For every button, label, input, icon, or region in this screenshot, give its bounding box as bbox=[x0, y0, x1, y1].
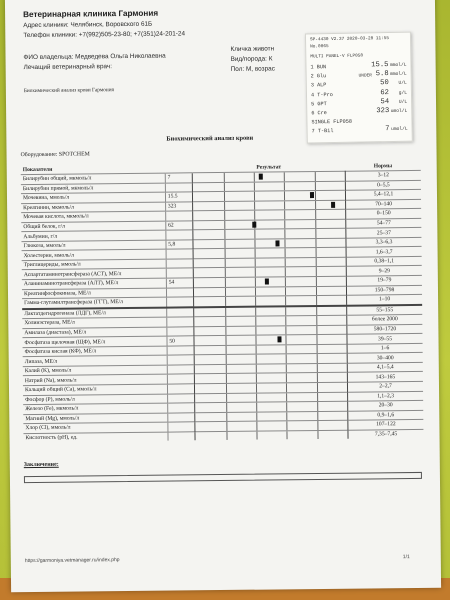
grid-line bbox=[285, 230, 286, 239]
param-norm: 1–10 bbox=[347, 295, 423, 306]
grid-line bbox=[223, 173, 224, 182]
param-value bbox=[167, 327, 194, 337]
receipt-unit: U/L bbox=[398, 99, 408, 105]
grid-line bbox=[284, 201, 285, 210]
grid-line bbox=[316, 316, 317, 325]
grid-line bbox=[224, 268, 225, 277]
grid-line bbox=[287, 431, 288, 440]
grid-line bbox=[225, 297, 226, 306]
grid-line bbox=[255, 326, 256, 335]
biochem-table bbox=[21, 162, 424, 442]
param-name: Аспартатаминотрансфераза (АСТ), МЕ/л bbox=[22, 269, 166, 280]
param-norm: 7,35–7,45 bbox=[348, 429, 424, 439]
pet-sex: Пол: М, возрас bbox=[230, 65, 275, 73]
param-value bbox=[166, 297, 193, 307]
param-value bbox=[167, 384, 194, 394]
grid-line bbox=[284, 191, 285, 200]
param-norm: 54–77 bbox=[346, 218, 422, 228]
grid-line bbox=[225, 327, 226, 336]
param-name: Натрий (Na), ммоль/л bbox=[23, 375, 167, 386]
param-name: Хлор (Cl), ммоль/л bbox=[23, 422, 167, 433]
grid-line bbox=[285, 287, 286, 296]
grid-line bbox=[286, 393, 287, 402]
param-value bbox=[168, 432, 195, 441]
param-name: Триглицериды, ммоль/л bbox=[22, 259, 166, 270]
grid-line bbox=[317, 393, 318, 402]
param-value bbox=[167, 393, 194, 403]
grid-line bbox=[255, 287, 256, 296]
param-value: 7 bbox=[165, 173, 192, 183]
conclusion-label: Заключение: bbox=[23, 461, 59, 469]
grid-line bbox=[225, 355, 226, 364]
param-value bbox=[167, 355, 194, 365]
grid-line bbox=[224, 240, 225, 249]
clinic-phone: Телефон клиники: +7(992)505-23-80; +7(351)24-201-24 bbox=[23, 30, 186, 40]
grid-line bbox=[226, 413, 227, 422]
pet-name: Кличка животн bbox=[230, 45, 275, 53]
receipt-param: 6 Cre bbox=[311, 110, 327, 117]
grid-line bbox=[255, 317, 256, 326]
grid-line bbox=[255, 278, 256, 287]
grid-line bbox=[256, 355, 257, 364]
param-name: Фосфор (P), ммоль/л bbox=[23, 394, 167, 405]
grid-line bbox=[224, 221, 225, 230]
grid-line bbox=[316, 307, 317, 316]
grid-line bbox=[256, 374, 257, 383]
grid-line bbox=[255, 268, 256, 277]
grid-line bbox=[314, 172, 315, 181]
param-value bbox=[167, 374, 194, 384]
grid-line bbox=[286, 336, 287, 345]
param-name: Холинэстераза, МЕ/л bbox=[22, 317, 166, 328]
param-norm: 5,4–12,1 bbox=[345, 190, 421, 200]
receipt-row bbox=[311, 118, 407, 126]
result-marker bbox=[275, 240, 279, 246]
receipt-unit: umol/L bbox=[390, 108, 408, 115]
col-norm: Нормы bbox=[373, 163, 393, 170]
grid-line bbox=[315, 201, 316, 210]
param-name: Кислотность (pH), ед. bbox=[23, 432, 167, 443]
param-value bbox=[166, 259, 193, 269]
param-norm: 580–1720 bbox=[347, 324, 423, 334]
grid-line bbox=[285, 249, 286, 258]
receipt-value: 50 bbox=[380, 79, 389, 88]
receipt-row bbox=[311, 107, 408, 117]
conclusion-field bbox=[24, 472, 422, 483]
grid-line bbox=[316, 374, 317, 383]
param-norm: 107–122 bbox=[348, 420, 424, 430]
grid-line bbox=[285, 258, 286, 267]
grid-line bbox=[315, 277, 316, 286]
grid-line bbox=[226, 432, 227, 441]
param-name: Билирубин прямой, мкмоль/л bbox=[21, 183, 165, 194]
param-name: Фосфатаза щелочная (ЩФ), МЕ/л bbox=[22, 336, 166, 347]
grid-line bbox=[285, 220, 286, 229]
grid-line bbox=[255, 259, 256, 268]
grid-line bbox=[286, 364, 287, 373]
grid-line bbox=[255, 346, 256, 355]
grid-line bbox=[316, 326, 317, 335]
result-bar bbox=[195, 430, 348, 441]
grid-line bbox=[256, 403, 257, 412]
grid-line bbox=[315, 220, 316, 229]
param-value: 5,8 bbox=[166, 240, 193, 250]
grid-line bbox=[224, 230, 225, 239]
param-name: Калий (K), ммоль/л bbox=[23, 365, 167, 376]
receipt-param: SINGLE FLP058 bbox=[311, 118, 353, 126]
grid-line bbox=[285, 277, 286, 286]
param-name: Фосфатаза кислая (КФ), МЕ/л bbox=[23, 346, 167, 357]
grid-line bbox=[254, 211, 255, 220]
grid-line bbox=[225, 346, 226, 355]
param-norm: 1–6 bbox=[347, 343, 423, 353]
grid-line bbox=[254, 192, 255, 201]
pet-breed: Вид/порода: К bbox=[230, 55, 273, 63]
grid-line bbox=[286, 355, 287, 364]
param-value: 15.5 bbox=[165, 192, 192, 202]
param-name: Железо (Fe), мкмоль/л bbox=[23, 403, 167, 414]
grid-line bbox=[286, 317, 287, 326]
grid-line bbox=[284, 172, 285, 181]
param-value bbox=[165, 182, 192, 192]
param-name: Билирубин общий, мкмоль/л bbox=[21, 173, 165, 184]
param-value bbox=[167, 403, 194, 413]
receipt-param: 4 T-Pro bbox=[310, 91, 333, 98]
grid-line bbox=[315, 229, 316, 238]
report-subtitle: Биохимический анализ крови Гармония bbox=[23, 87, 115, 95]
receipt-param: 3 ALP bbox=[310, 82, 327, 89]
result-marker bbox=[331, 201, 335, 207]
owner-name: ФИО владельца: Медведева Ольга Николаевна bbox=[23, 52, 166, 62]
grid-line bbox=[224, 288, 225, 297]
grid-line bbox=[223, 183, 224, 192]
grid-line bbox=[256, 412, 257, 421]
grid-line bbox=[225, 384, 226, 393]
grid-line bbox=[285, 239, 286, 248]
param-value bbox=[166, 249, 193, 259]
grid-line bbox=[286, 383, 287, 392]
param-name: Холестерин, ммоль/л bbox=[22, 249, 166, 260]
grid-line bbox=[256, 393, 257, 402]
param-value: 323 bbox=[165, 201, 192, 211]
grid-line bbox=[256, 431, 257, 440]
param-name: Общий белок, г/л bbox=[21, 221, 165, 232]
clinic-address: Адрес клиники: Челябинск, Воровского 61Б bbox=[23, 20, 153, 30]
grid-line bbox=[285, 307, 286, 316]
receipt-unit: mmol/L bbox=[390, 71, 407, 78]
report-title: Биохимический анализ крови bbox=[166, 134, 254, 143]
receipt-param: 2 Glu bbox=[310, 73, 327, 80]
param-value bbox=[166, 230, 193, 240]
grid-line bbox=[286, 402, 287, 411]
grid-line bbox=[315, 239, 316, 248]
grid-line bbox=[315, 258, 316, 267]
grid-line bbox=[224, 259, 225, 268]
receipt-value: 54 bbox=[380, 97, 390, 106]
grid-line bbox=[285, 268, 286, 277]
receipt-row bbox=[310, 61, 407, 71]
page-number: 1/1 bbox=[402, 554, 410, 561]
grid-line bbox=[224, 249, 225, 258]
param-value: 62 bbox=[166, 221, 193, 231]
param-value bbox=[165, 211, 192, 221]
grid-line bbox=[254, 201, 255, 210]
receipt-row bbox=[311, 97, 408, 108]
receipt-row bbox=[310, 79, 407, 89]
grid-line bbox=[256, 384, 257, 393]
receipt-unit: U/L bbox=[398, 81, 407, 87]
result-marker bbox=[278, 337, 282, 343]
param-norm: 0–150 bbox=[346, 209, 422, 219]
param-norm: 0,38–1,1 bbox=[346, 256, 422, 266]
grid-line bbox=[315, 267, 316, 276]
grid-line bbox=[316, 364, 317, 373]
param-name: Кальций общий (Ca), ммоль/л bbox=[23, 384, 167, 395]
param-value bbox=[167, 365, 194, 375]
param-value bbox=[167, 317, 194, 327]
grid-line bbox=[225, 374, 226, 383]
grid-line bbox=[284, 211, 285, 220]
receipt-row bbox=[311, 125, 408, 135]
receipt-param: 1 BUN bbox=[310, 64, 327, 71]
receipt-line3: MULTI PANEL-V FLP058 bbox=[310, 53, 364, 60]
param-name: Амилаза (диастаза), МЕ/л bbox=[22, 327, 166, 338]
grid-line bbox=[225, 365, 226, 374]
receipt-note: UNDER bbox=[358, 73, 372, 79]
grid-line bbox=[223, 192, 224, 201]
vet-name: Лечащий ветеринарный врач: bbox=[23, 63, 113, 72]
param-norm: 9–29 bbox=[346, 266, 422, 276]
grid-line bbox=[254, 173, 255, 182]
param-name: Лактатдегидрогеназа (ЛДГ), МЕ/л bbox=[22, 307, 166, 319]
grid-line bbox=[255, 336, 256, 345]
param-norm: 30–400 bbox=[347, 353, 423, 363]
clinic-name: Ветеринарная клиника Гармония bbox=[23, 8, 159, 20]
receipt-unit: umol/L bbox=[391, 127, 408, 133]
grid-line bbox=[225, 336, 226, 345]
param-norm: 1,6–3,7 bbox=[346, 247, 422, 257]
param-value bbox=[166, 307, 193, 317]
grid-line bbox=[224, 202, 225, 211]
param-norm: 39–55 bbox=[347, 334, 423, 344]
param-norm: 55–155 bbox=[347, 305, 423, 316]
param-norm: 25–37 bbox=[346, 228, 422, 238]
param-norm: 143–165 bbox=[347, 372, 423, 382]
param-name: Креатинин, мкмоль/л bbox=[21, 202, 165, 213]
param-norm: 1,1–2,3 bbox=[348, 391, 424, 401]
grid-line bbox=[256, 422, 257, 431]
grid-line bbox=[284, 182, 285, 191]
param-norm: 0,9–1,6 bbox=[348, 410, 424, 420]
param-norm: 4,1–5,4 bbox=[347, 362, 423, 372]
grid-line bbox=[287, 412, 288, 421]
analyzer-receipt bbox=[305, 32, 413, 144]
param-name: Гамма-глутамилтрансфераза (ГГТ), МЕ/л bbox=[22, 297, 166, 309]
receipt-value: 62 bbox=[380, 88, 390, 97]
param-norm: 70–140 bbox=[346, 199, 422, 209]
receipt-row bbox=[310, 88, 408, 98]
receipt-unit: g/L bbox=[398, 90, 408, 96]
param-value: 50 bbox=[167, 336, 194, 346]
param-name: Липаза, МЕ/л bbox=[23, 355, 167, 366]
param-norm: 3,3–6,3 bbox=[346, 237, 422, 247]
grid-line bbox=[316, 335, 317, 344]
grid-line bbox=[316, 345, 317, 354]
param-value bbox=[167, 346, 194, 356]
receipt-value: 5.8 bbox=[375, 70, 389, 79]
grid-line bbox=[226, 422, 227, 431]
col-value bbox=[165, 164, 192, 173]
param-name: Мочевина, ммоль/л bbox=[21, 192, 165, 203]
result-marker bbox=[259, 174, 263, 180]
param-norm: 2–2,7 bbox=[347, 381, 423, 391]
grid-line bbox=[225, 317, 226, 326]
param-norm: 20–30 bbox=[348, 401, 424, 411]
param-value bbox=[166, 287, 193, 297]
grid-line bbox=[226, 394, 227, 403]
grid-line bbox=[316, 354, 317, 363]
grid-line bbox=[317, 412, 318, 421]
param-norm: 150–798 bbox=[346, 285, 422, 295]
grid-line bbox=[317, 421, 318, 430]
param-value: 54 bbox=[166, 278, 193, 288]
receipt-line1: SP-4430 V2.37 2020-03-28 11:55 bbox=[309, 36, 390, 43]
col-result: Результат bbox=[256, 164, 282, 171]
grid-line bbox=[317, 383, 318, 392]
param-value bbox=[168, 422, 195, 432]
param-name: Аланинаминотрансфераза (АЛТ), МЕ/л bbox=[22, 278, 166, 289]
receipt-value: 7 bbox=[385, 125, 390, 134]
param-value bbox=[166, 268, 193, 278]
receipt-param: 5 GPT bbox=[311, 100, 327, 108]
grid-line bbox=[315, 248, 316, 257]
param-value bbox=[168, 412, 195, 422]
grid-line bbox=[315, 191, 316, 200]
grid-line bbox=[255, 297, 256, 306]
grid-line bbox=[285, 296, 286, 305]
param-name: Альбумин, г/л bbox=[21, 230, 165, 241]
grid-line bbox=[254, 249, 255, 258]
grid-line bbox=[224, 278, 225, 287]
grid-line bbox=[314, 182, 315, 191]
footer-url: https://garmoniya.vetmanager.ru/index.php bbox=[24, 557, 120, 565]
col-param: Показатели bbox=[22, 166, 53, 174]
receipt-value: 15.5 bbox=[371, 61, 389, 70]
result-marker bbox=[310, 192, 314, 198]
grid-line bbox=[286, 326, 287, 335]
grid-line bbox=[286, 345, 287, 354]
equipment: Оборудование: SPOTCHEM bbox=[20, 151, 90, 159]
receipt-unit: mmol/L bbox=[389, 62, 407, 69]
receipt-value: 323 bbox=[376, 107, 390, 116]
result-marker bbox=[265, 279, 269, 285]
grid-line bbox=[317, 431, 318, 440]
param-name: Креатинфосфокиназа, МЕ/л bbox=[22, 288, 166, 299]
param-name: Мочевая кислота, мкмоль/л bbox=[21, 211, 165, 222]
grid-line bbox=[315, 210, 316, 219]
grid-line bbox=[225, 308, 226, 317]
param-name: Глюкоза, ммоль/л bbox=[21, 240, 165, 251]
grid-line bbox=[254, 230, 255, 239]
grid-line bbox=[254, 182, 255, 191]
grid-line bbox=[316, 296, 317, 305]
receipt-line2: No.0065 bbox=[310, 44, 329, 50]
grid-line bbox=[286, 374, 287, 383]
result-marker bbox=[252, 221, 256, 227]
param-norm: 0–5,5 bbox=[345, 180, 421, 190]
grid-line bbox=[256, 365, 257, 374]
grid-line bbox=[317, 402, 318, 411]
report-sheet bbox=[5, 0, 441, 592]
param-norm: 19–79 bbox=[346, 275, 422, 285]
grid-line bbox=[287, 422, 288, 431]
param-norm: 3–12 bbox=[345, 170, 421, 180]
grid-line bbox=[255, 307, 256, 316]
param-name: Магний (Mg), ммоль/л bbox=[23, 413, 167, 424]
param-norm: более 2000 bbox=[347, 315, 423, 325]
grid-line bbox=[226, 403, 227, 412]
grid-line bbox=[316, 287, 317, 296]
receipt-param: 7 T-Bil bbox=[311, 128, 334, 135]
grid-line bbox=[254, 239, 255, 248]
grid-line bbox=[224, 211, 225, 220]
